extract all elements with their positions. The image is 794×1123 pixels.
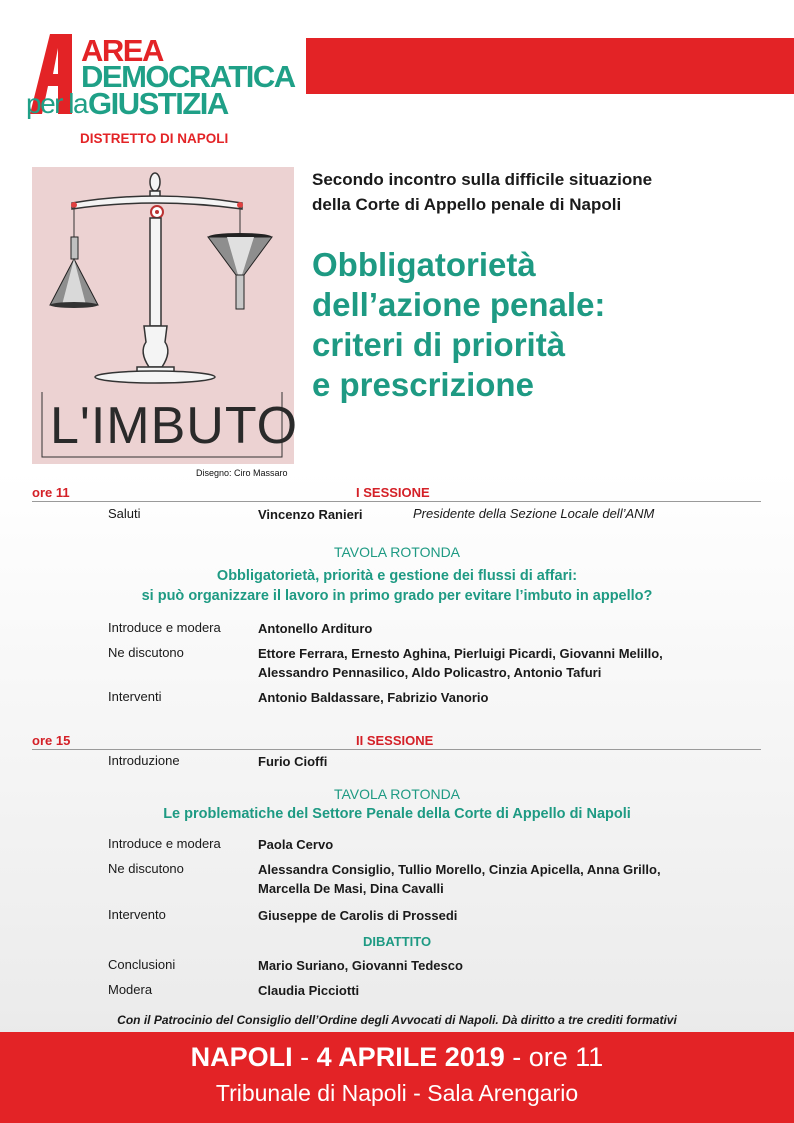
event-title: [312, 245, 762, 405]
s1-row-value: Antonello Ardituro: [258, 621, 373, 636]
logo-word-area: AREA: [81, 33, 163, 68]
s2-row-value: Giuseppe de Carolis di Prossedi: [258, 908, 458, 923]
s2-row-value: Paola Cervo: [258, 837, 334, 852]
logo-word-perla: per la: [26, 88, 88, 119]
illustration-credit: Disegno: Ciro Massaro: [196, 468, 288, 478]
title-line-1: Obbligatorietà: [312, 246, 536, 283]
greeting-label: Saluti: [108, 506, 141, 521]
footer-venue: Tribunale di Napoli - Sala Arengario: [215, 1080, 579, 1106]
footer-separator: -: [292, 1042, 317, 1072]
event-subtitle: [312, 167, 762, 217]
closing-row-value: Mario Suriano, Giovanni Tedesco: [258, 958, 463, 973]
s2-row-value: Alessandra Consiglio, Tullio Morello, Cinzia Apicella, Anna Grillo,: [258, 862, 661, 877]
intro-name: Furio Cioffi: [258, 754, 328, 769]
roundtable2-label: TAVOLA ROTONDA: [333, 786, 461, 802]
session2-divider: [32, 749, 761, 750]
logo-word-democratica: DEMOCRATICA: [81, 59, 295, 94]
footer-date: 4 APRILE 2019: [316, 1042, 505, 1072]
s1-row-label: Ne discutono: [108, 645, 184, 660]
footer-date-line: [0, 1040, 794, 1074]
subtitle-line-2: della Corte di Appello penale di Napoli: [312, 195, 622, 214]
logo-word-giustizia: GIUSTIZIA: [88, 86, 228, 121]
title-line-3: criteri di priorità: [312, 326, 566, 363]
closing-row-label: Modera: [108, 982, 153, 997]
session1-time: ore 11: [32, 485, 70, 500]
footer-separator: -: [504, 1042, 529, 1072]
closing-row-value: Claudia Picciotti: [258, 983, 360, 998]
s1-row-value: Ettore Ferrara, Ernesto Aghina, Pierluigi Picardi, Giovanni Melillo,: [258, 646, 663, 661]
s1-row-value-cont: Alessandro Pennasilico, Aldo Policastro, Antonio Tafuri: [258, 665, 602, 680]
district-label: DISTRETTO DI NAPOLI: [80, 131, 229, 146]
subtitle-line-1: Secondo incontro sulla difficile situazione: [312, 170, 653, 189]
s2-row-label: Ne discutono: [108, 861, 184, 876]
footer-time: ore 11: [528, 1042, 604, 1072]
s1-row-value: Antonio Baldassare, Fabrizio Vanorio: [258, 690, 489, 705]
roundtable2-title: Le problematiche del Settore Penale della Corte di Appello di Napoli: [163, 806, 631, 822]
session1-divider: [32, 501, 761, 502]
session2-time: ore 15: [32, 733, 71, 748]
footer-city: NAPOLI: [190, 1042, 293, 1072]
session2-title: II SESSIONE: [356, 733, 434, 748]
roundtable1-label: TAVOLA ROTONDA: [333, 544, 461, 560]
s2-row-value-cont: Marcella De Masi, Dina Cavalli: [258, 881, 444, 896]
intro-label: Introduzione: [108, 753, 180, 768]
session1-title: I SESSIONE: [356, 485, 430, 500]
greeting-role: Presidente della Sezione Locale dell’ANM: [413, 506, 655, 521]
greeting-name: Vincenzo Ranieri: [258, 507, 363, 522]
title-line-2: dell’azione penale:: [312, 286, 606, 323]
patronage-note: Con il Patrocinio del Consiglio dell’Ordine degli Avvocati di Napoli. Dà diritto a tre crediti formativi: [117, 1013, 677, 1027]
header-red-bar: [306, 38, 794, 94]
s2-row-label: Introduce e modera: [108, 836, 221, 851]
roundtable1-title-line-1: Obbligatorietà, priorità e gestione dei flussi di affari:: [216, 568, 578, 584]
title-line-4: e prescrizione: [312, 366, 534, 403]
closing-row-label: Conclusioni: [108, 957, 176, 972]
roundtable1-title-line-2: si può organizzare il lavoro in primo grado per evitare l’imbuto in appello?: [141, 588, 653, 604]
debate-heading: DIBATTITO: [362, 934, 432, 949]
s2-row-label: Intervento: [108, 907, 166, 922]
illustration-title: L'IMBUTO: [50, 397, 299, 455]
association-logo: [26, 34, 326, 130]
s1-row-label: Interventi: [108, 689, 162, 704]
s1-row-label: Introduce e modera: [108, 620, 221, 635]
